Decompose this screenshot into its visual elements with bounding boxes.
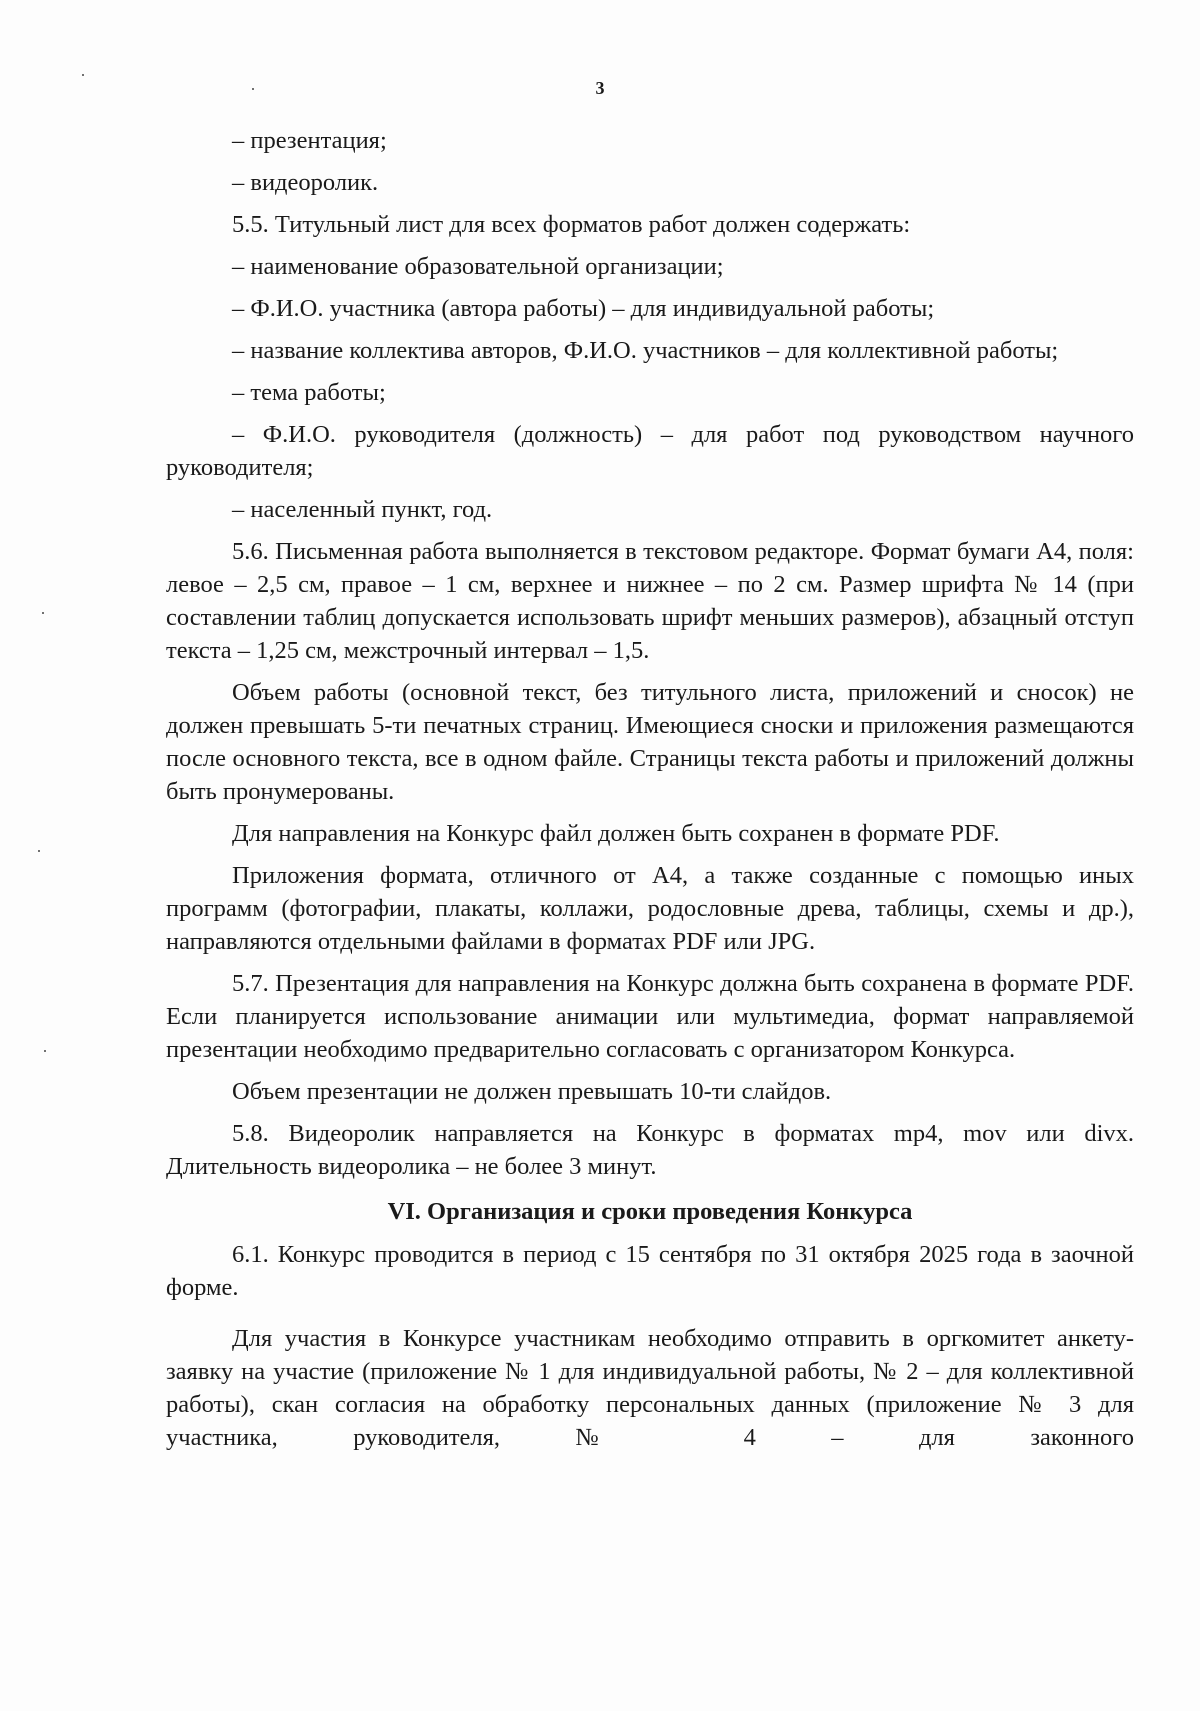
clause-6-1: 6.1. Конкурс проводится в период с 15 сентября по 31 октября 2025 года в заочной форме. — [166, 1241, 1134, 1301]
section-heading: VI. Организация и сроки проведения Конкурса — [387, 1198, 913, 1225]
list-item-video: – видеоролик. — [232, 169, 379, 196]
list-item-topic: – тема работы; — [232, 379, 386, 406]
list-item-organization: – наименование образовательной организации; — [232, 253, 724, 280]
page-number: 3 — [595, 78, 605, 98]
list-item-collective: – название коллектива авторов, Ф.И.О. участников – для коллективной работы; — [232, 337, 1059, 364]
scan-speck — [44, 1050, 46, 1052]
paragraph-pdf: Для направления на Конкурс файл должен быть сохранен в формате PDF. — [232, 820, 1000, 847]
scan-speck — [42, 612, 44, 614]
clause-5-8: 5.8. Видеоролик направляется на Конкурс в форматах mp4, mov или divx. Длительность видеоролика – не более 3 минут. — [166, 1120, 1134, 1180]
list-item-locality: – населенный пункт, год. — [232, 496, 493, 523]
paragraph-appendices: Приложения формата, отличного от А4, а также созданные с помощью иных программ (фотографии, плакаты, коллажи, родословные древа, таблицы, схемы и др.), направляются отдельными файлами в форматах PDF или JPG. — [166, 862, 1134, 955]
paragraph-participation: Для участия в Конкурсе участникам необходимо отправить в оргкомитет анкету-заявку на участие (приложение № 1 для индивидуальной работы, № 2 – для коллективной работы), скан согласия на обработку персональных данных (приложение № 3 для участника, руководителя, № 4 – для законного — [166, 1325, 1134, 1451]
list-item-supervisor: – Ф.И.О. руководителя (должность) – для работ под руководством научного руководителя; — [166, 421, 1134, 481]
clause-5-5: 5.5. Титульный лист для всех форматов работ должен содержать: — [232, 211, 911, 238]
paragraph-volume: Объем работы (основной текст, без титульного листа, приложений и сносок) не должен превышать 5-ти печатных страниц. Имеющиеся сноски и приложения размещаются после основного текста, все в одном файле. Страницы текста работы и приложений должны быть пронумерованы. — [166, 679, 1134, 805]
clause-5-6: 5.6. Письменная работа выполняется в текстовом редакторе. Формат бумаги А4, поля: левое – 2,5 см, правое – 1 см, верхнее и нижнее – по 2 см. Размер шрифта № 14 (при составлении таблиц допускается использовать шрифт меньших размеров), абзацный отступ текста – 1,25 см, межстрочный интервал – 1,5. — [166, 538, 1134, 664]
paragraph-slides: Объем презентации не должен превышать 10-ти слайдов. — [232, 1078, 832, 1105]
scan-speck — [82, 74, 84, 76]
document-body — [166, 124, 1134, 1463]
scan-speck — [38, 850, 40, 852]
list-item-participant: – Ф.И.О. участника (автора работы) – для индивидуальной работы; — [232, 295, 935, 322]
clause-5-7: 5.7. Презентация для направления на Конкурс должна быть сохранена в формате PDF. Если планируется использование анимации или мультимедиа, формат направляемой презентации необходимо предварительно согласовать с организатором Конкурса. — [166, 970, 1134, 1063]
list-item-presentation: – презентация; — [232, 127, 387, 154]
